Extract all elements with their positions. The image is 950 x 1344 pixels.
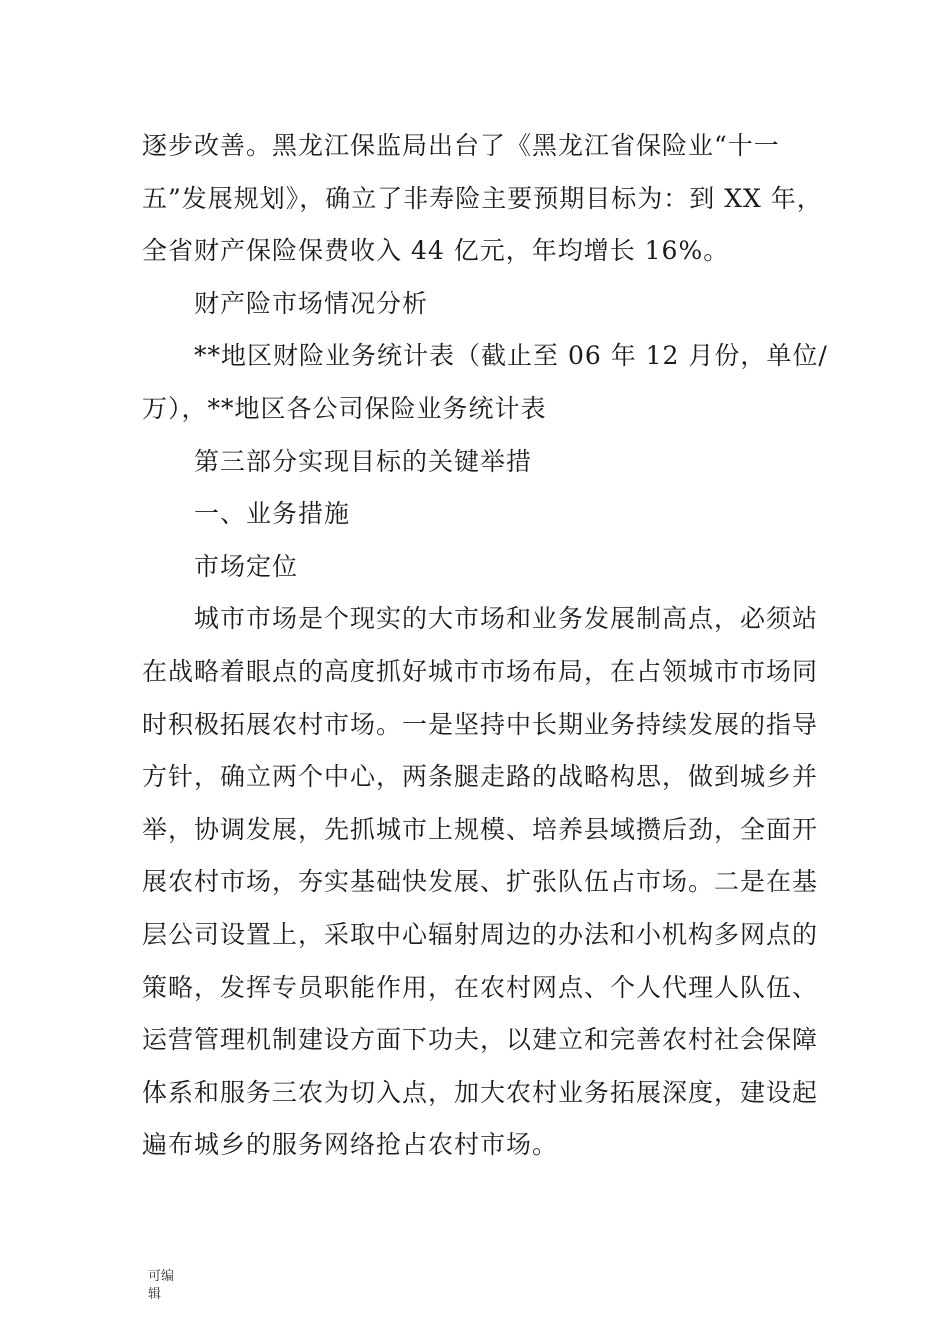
text-line: 万），**地区各公司保险业务统计表	[142, 393, 547, 423]
text-line: 举，协调发展，先抓城市上规模、培养县域攒后劲，全面开	[142, 814, 819, 844]
text-line: 方针，确立两个中心，两条腿走路的战略构思，做到城乡并	[142, 762, 819, 792]
section-heading: 一、业务措施	[194, 499, 351, 529]
section-heading: 市场定位	[194, 551, 299, 581]
text-line: **地区财险业务统计表（截止至 06 年 12 月份，单位/	[194, 341, 828, 371]
text-line: 城市市场是个现实的大市场和业务发展制高点，必须站	[194, 604, 819, 634]
text-line: 体系和服务三农为切入点，加大农村业务拓展深度，建设起	[142, 1077, 819, 1107]
text-line: 在战略着眼点的高度抓好城市市场布局，在占领城市市场同	[142, 656, 819, 686]
editable-note: 可编辑	[148, 1269, 175, 1302]
document-body	[142, 120, 828, 1172]
text-line: 逐步改善。黑龙江保监局出台了《黑龙江省保险业“十一	[142, 131, 780, 160]
section-heading: 第三部分实现目标的关键举措	[194, 446, 533, 476]
text-line: 全省财产保险保费收入 44 亿元，年均增长 16%。	[142, 236, 730, 266]
text-line: 遍布城乡的服务网络抢占农村市场。	[142, 1130, 559, 1160]
text-line: 五”发展规划》，确立了非寿险主要预期目标为：到 XX 年，	[142, 183, 823, 213]
text-line: 运营管理机制建设方面下功夫，以建立和完善农村社会保障	[142, 1025, 819, 1055]
text-line: 展农村市场，夯实基础快发展、扩张队伍占市场。二是在基	[142, 867, 819, 897]
text-line: 时积极拓展农村市场。一是坚持中长期业务持续发展的指导	[142, 709, 819, 739]
text-line: 策略，发挥专员职能作用，在农村网点、个人代理人队伍、	[142, 972, 819, 1002]
text-line: 层公司设置上，采取中心辐射周边的办法和小机构多网点的	[142, 919, 819, 949]
section-heading: 财产险市场情况分析	[194, 288, 429, 318]
